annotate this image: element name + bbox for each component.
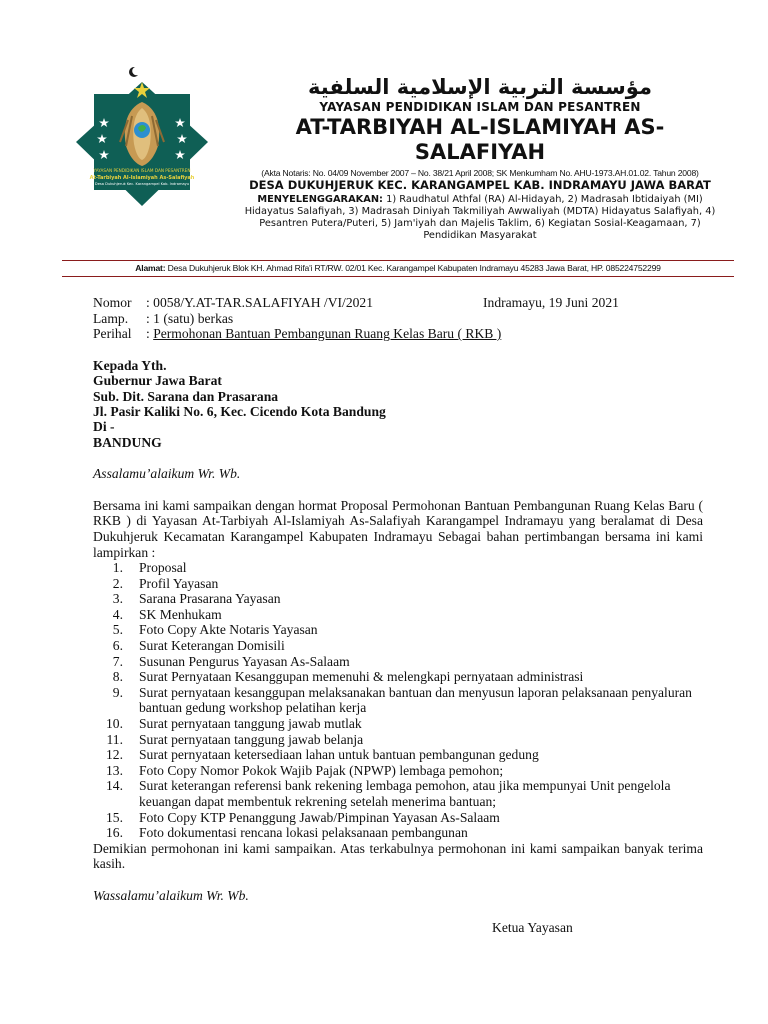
foundation-name-line2: SALAFIYAH bbox=[414, 140, 546, 164]
lamp-row bbox=[93, 311, 703, 327]
header-rule-top bbox=[62, 260, 734, 261]
list-item-text: Foto Copy KTP Penanggung Jawab/Pimpinan Yayasan As-Salaam bbox=[139, 809, 500, 825]
list-item bbox=[93, 810, 703, 826]
list-item-number: 10. bbox=[106, 716, 123, 732]
list-item bbox=[93, 607, 703, 623]
letterhead-text bbox=[240, 74, 720, 242]
recipient-line: Kepada Yth. bbox=[93, 357, 167, 373]
list-item bbox=[93, 560, 703, 576]
list-item-text: Profil Yayasan bbox=[139, 575, 219, 591]
menyelenggarakan-label: MENYELENGGARAKAN: bbox=[257, 194, 383, 205]
desa-line: DESA DUKUHJERUK KEC. KARANGAMPEL KAB. INDRAMAYU JAWA BARAT bbox=[249, 178, 711, 192]
list-item-text: SK Menhukam bbox=[139, 606, 222, 622]
list-item bbox=[93, 591, 703, 607]
alamat-line bbox=[62, 263, 734, 274]
list-item-text: Susunan Pengurus Yayasan As-Salaam bbox=[139, 653, 350, 669]
list-item bbox=[93, 638, 703, 654]
recipient-line: Gubernur Jawa Barat bbox=[93, 373, 222, 389]
logo-text-mid: At-Tarbiyah Al-Islamiyah As-Salafiyah bbox=[89, 175, 195, 181]
list-item-number: 15. bbox=[106, 809, 123, 825]
attachment-list bbox=[93, 560, 703, 841]
list-item bbox=[93, 685, 703, 716]
list-item-text: Surat pernyataan ketersediaan lahan untuk bantuan pembangunan gedung bbox=[139, 747, 539, 763]
signature-title: Ketua Yayasan bbox=[492, 919, 573, 935]
yayasan-line: YAYASAN PENDIDIKAN ISLAM DAN PESANTREN bbox=[319, 100, 641, 114]
list-item-number: 12. bbox=[106, 747, 123, 763]
list-item-text: Surat Pernyataan Kesanggupan memenuhi & melengkapi pernyataan administrasi bbox=[139, 669, 584, 685]
list-item-number: 1. bbox=[112, 560, 123, 576]
list-item-text: Foto Copy Akte Notaris Yayasan bbox=[139, 622, 318, 638]
list-item-number: 4. bbox=[112, 606, 123, 622]
list-item-number: 13. bbox=[106, 762, 123, 778]
foundation-name bbox=[240, 115, 720, 165]
list-item-number: 3. bbox=[112, 591, 123, 607]
list-item-number: 8. bbox=[112, 669, 123, 685]
lamp-value: : 1 (satu) berkas bbox=[146, 310, 234, 326]
list-item bbox=[93, 747, 703, 763]
list-item bbox=[93, 732, 703, 748]
letter-date: Indramayu, 19 Juni 2021 bbox=[483, 295, 619, 310]
list-item-text: Surat pernyataan tanggung jawab mutlak bbox=[139, 716, 362, 732]
list-item-text: Surat pernyataan tanggung jawab belanja bbox=[139, 731, 364, 747]
alamat-label: Alamat: bbox=[135, 263, 166, 273]
list-item-text: Foto dokumentasi rencana lokasi pelaksanaan pembangunan bbox=[139, 825, 468, 841]
list-item-text: Surat keterangan referensi bank rekening lembaga pemohon, atau jika mempunyai Unit pengelola keuangan dapat membentuk rekrening setelah menerima bantuan; bbox=[139, 778, 671, 809]
list-item bbox=[93, 778, 703, 809]
menyelenggarakan bbox=[240, 194, 720, 242]
list-item-text: Foto Copy Nomor Pokok Wajib Pajak (NPWP) lembaga pemohon; bbox=[139, 762, 504, 778]
list-item-number: 11. bbox=[106, 731, 123, 747]
perihal-value-wrap bbox=[146, 326, 501, 342]
letter-body bbox=[93, 295, 703, 935]
nomor-row bbox=[93, 295, 703, 311]
recipient-line: Sub. Dit. Sarana dan Prasarana bbox=[93, 388, 279, 404]
greeting: Assalamu’alaikum Wr. Wb. bbox=[93, 466, 241, 482]
recipient-line: Di - bbox=[93, 419, 115, 435]
list-item-number: 6. bbox=[112, 638, 123, 654]
list-item bbox=[93, 654, 703, 670]
list-item-number: 16. bbox=[106, 825, 123, 841]
list-item bbox=[93, 669, 703, 685]
perihal-label: Perihal bbox=[93, 326, 132, 342]
list-item bbox=[93, 622, 703, 638]
lamp-label: Lamp. bbox=[93, 310, 129, 326]
logo-text-bottom: Desa Dukuhjeruk Kec. Karangampel Kab. Indramayu bbox=[94, 182, 190, 186]
header-rule-bottom bbox=[62, 276, 734, 277]
list-item-number: 14. bbox=[106, 778, 123, 794]
menyelenggarakan-text: 1) Raudhatul Athfal (RA) Al-Hidayah, 2) Madrasah Ibtidaiyah (MI) Hidayatus Salafiyah, 3) Madrasah Diniyah Takmiliyah Awwaliyah (MDTA) Hidayatus Salafiyah, 4) Pesantren Putera/Puteri, 5) Jam'iyah dan Majelis Taklim, 6) Kegiatan Sosial-Keagamaan, 7) Pendidikan Masyarakat bbox=[244, 194, 716, 241]
recipient-line: Jl. Pasir Kaliki No. 6, Kec. Cicendo Kota Bandung bbox=[93, 403, 386, 419]
foundation-logo bbox=[72, 62, 212, 212]
closing-paragraph: Demikian permohonan ini kami sampaikan. Atas terkabulnya permohonan ini kami sampaikan banyak terima kasih. bbox=[93, 840, 703, 872]
list-item-text: Sarana Prasarana Yayasan bbox=[139, 591, 281, 607]
perihal-row bbox=[93, 326, 703, 342]
list-item-text: Proposal bbox=[139, 560, 187, 576]
recipient-address bbox=[93, 358, 703, 450]
letterhead bbox=[0, 0, 768, 280]
list-item bbox=[93, 763, 703, 779]
akta-notaris: (Akta Notaris: No. 04/09 November 2007 – No. 38/21 April 2008; SK Menkumham No. AHU-1973.AH.01.02. Tahun 2008) bbox=[261, 168, 699, 178]
perihal-value: Permohonan Bantuan Pembangunan Ruang Kelas Baru ( RKB ) bbox=[153, 326, 502, 342]
farewell: Wassalamu’alaikum Wr. Wb. bbox=[93, 887, 249, 903]
foundation-name-line1: AT-TARBIYAH AL-ISLAMIYAH AS- bbox=[295, 115, 665, 139]
list-item bbox=[93, 825, 703, 841]
arabic-title: مؤسسة التربية الإسلامية السلفية bbox=[308, 75, 652, 99]
list-item-number: 2. bbox=[112, 575, 123, 591]
list-item-number: 7. bbox=[112, 653, 123, 669]
recipient-line: BANDUNG bbox=[93, 434, 162, 450]
logo-text-top: YAYASAN PENDIDIKAN ISLAM DAN PESANTREN bbox=[93, 168, 191, 173]
perihal-colon: : bbox=[146, 326, 154, 342]
list-item-number: 5. bbox=[112, 622, 123, 638]
list-item-number: 9. bbox=[112, 684, 123, 700]
intro-paragraph: Bersama ini kami sampaikan dengan hormat Proposal Permohonan Bantuan Pembangunan Ruang Kelas Baru ( RKB ) di Yayasan At-Tarbiyah Al-Islamiyah As-Salafiyah Karangampel Indramayu yang beralamat di Desa Dukuhjeruk Kecamatan Karangampel Kabupaten Indramayu Sebagai bahan pertimbangan bersama ini kami lampirkan : bbox=[93, 497, 703, 560]
nomor-value: : 0058/Y.AT-TAR.SALAFIYAH /VI/2021 bbox=[146, 295, 374, 310]
list-item bbox=[93, 576, 703, 592]
list-item-text: Surat pernyataan kesanggupan melaksanakan bantuan dan menyusun laporan pelaksanaan penyaluran bantuan gedung workshop pelatihan kerja bbox=[139, 684, 692, 716]
alamat-text: Desa Dukuhjeruk Blok KH. Ahmad Rifa'i RT/RW. 02/01 Kec. Karangampel Kabupaten Indramayu 45283 Jawa Barat, HP. 085224752299 bbox=[165, 263, 661, 273]
list-item bbox=[93, 716, 703, 732]
nomor-label: Nomor bbox=[93, 295, 132, 310]
list-item-text: Surat Keterangan Domisili bbox=[139, 638, 285, 654]
